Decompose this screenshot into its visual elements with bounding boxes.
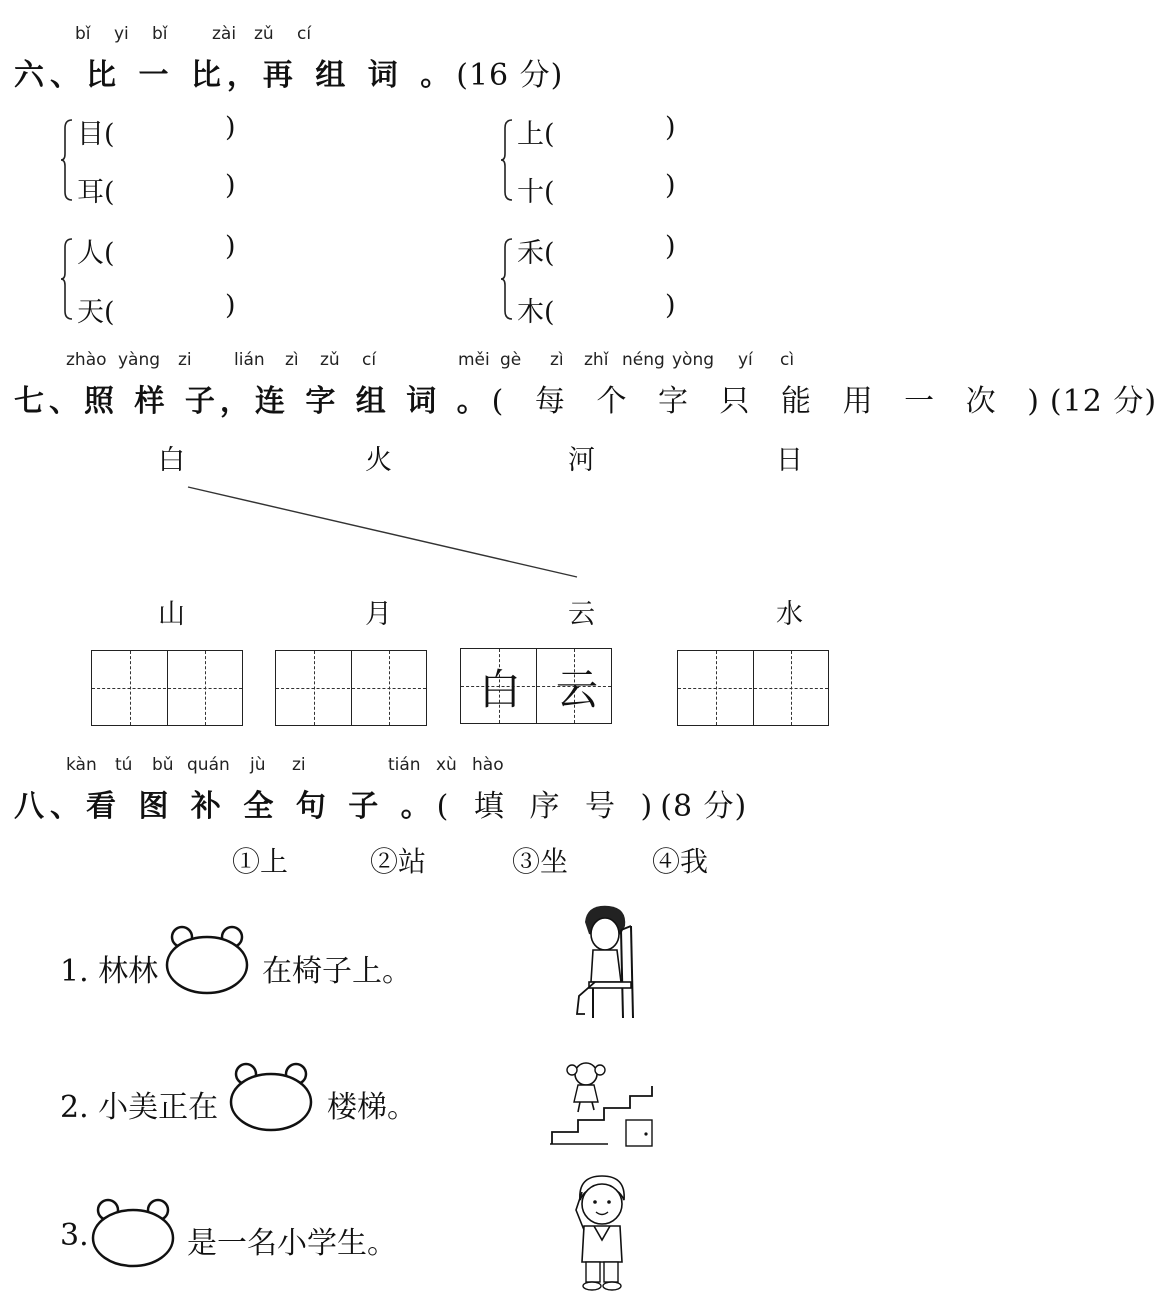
example-char: 白 bbox=[479, 665, 522, 714]
word-blank[interactable]: 十( ) bbox=[517, 170, 676, 208]
word-blank[interactable]: 目( ) bbox=[77, 112, 236, 150]
bottom-char[interactable]: 云 bbox=[568, 599, 595, 630]
pinyin: yòng bbox=[672, 350, 715, 370]
section-7-score: (12 分) bbox=[1049, 384, 1157, 419]
pinyin: néng bbox=[622, 350, 665, 370]
sentence-2-after: 楼梯。 bbox=[327, 1090, 417, 1125]
answer-bubble-icon[interactable] bbox=[90, 1198, 176, 1268]
pinyin: bǐ bbox=[152, 24, 168, 44]
pinyin: bǐ bbox=[75, 24, 91, 44]
pinyin: lián bbox=[234, 350, 265, 370]
pinyin: cí bbox=[362, 350, 377, 370]
answer-bubble-icon[interactable] bbox=[164, 925, 250, 995]
pinyin: jù bbox=[250, 755, 266, 775]
writing-grid-example bbox=[460, 648, 612, 724]
top-char[interactable]: 日 bbox=[776, 445, 803, 476]
girl-climbing-stairs-icon bbox=[548, 1058, 660, 1150]
option-2: ②站 bbox=[370, 845, 427, 878]
pinyin: zǔ bbox=[254, 24, 274, 44]
pinyin: zǔ bbox=[320, 350, 340, 370]
pinyin: zhǐ bbox=[584, 350, 609, 370]
pinyin: zhào bbox=[66, 350, 107, 370]
section-8-score: (8 分) bbox=[660, 789, 748, 824]
word-blank[interactable]: 天( ) bbox=[77, 290, 236, 328]
pinyin: tián bbox=[388, 755, 421, 775]
top-char[interactable]: 火 bbox=[365, 445, 392, 476]
pinyin: zi bbox=[292, 755, 306, 775]
word-blank[interactable]: 木( ) bbox=[517, 290, 676, 328]
bottom-char[interactable]: 水 bbox=[776, 599, 803, 630]
sentence-3-after: 是一名小学生。 bbox=[187, 1226, 397, 1261]
pinyin: quán bbox=[187, 755, 230, 775]
pinyin: tú bbox=[115, 755, 133, 775]
answer-bubble-icon[interactable] bbox=[228, 1062, 314, 1132]
pinyin: cí bbox=[297, 24, 312, 44]
top-char[interactable]: 河 bbox=[568, 445, 595, 476]
example-char: 云 bbox=[556, 665, 599, 714]
writing-grid[interactable] bbox=[91, 650, 243, 726]
section-7-title: 七、照 样 子，连 字 组 词 。 bbox=[14, 384, 492, 419]
pinyin: měi bbox=[458, 350, 490, 370]
writing-grid[interactable] bbox=[677, 650, 829, 726]
bottom-char[interactable]: 月 bbox=[365, 599, 392, 630]
example-connect-line bbox=[0, 0, 950, 620]
pinyin: yí bbox=[738, 350, 753, 370]
boy-sitting-icon bbox=[565, 900, 645, 1025]
sentence-2-before: 2. 小美正在 bbox=[60, 1090, 219, 1125]
pinyin: hào bbox=[472, 755, 504, 775]
sentence-1-after: 在椅子上。 bbox=[262, 954, 412, 989]
sentence-1-before: 1. 林林 bbox=[60, 954, 159, 989]
pinyin: kàn bbox=[66, 755, 97, 775]
option-1: ①上 bbox=[232, 845, 289, 878]
pinyin: yi bbox=[114, 24, 129, 44]
section-8-heading bbox=[14, 781, 747, 825]
section-8-title: 八、看 图 补 全 句 子 。 bbox=[14, 789, 437, 824]
word-blank[interactable]: 禾( ) bbox=[517, 231, 676, 269]
pinyin: zì bbox=[285, 350, 299, 370]
pinyin: zì bbox=[550, 350, 564, 370]
option-3: ③坐 bbox=[512, 845, 569, 878]
sentence-3-before: 3. bbox=[60, 1218, 89, 1253]
writing-grid[interactable] bbox=[275, 650, 427, 726]
section-6-score: (16 分) bbox=[456, 58, 564, 93]
pinyin: bǔ bbox=[152, 755, 174, 775]
word-blank[interactable]: 上( ) bbox=[517, 112, 676, 150]
section-8-note: ( 填 序 号 ) bbox=[436, 789, 661, 824]
word-blank[interactable]: 人( ) bbox=[77, 231, 236, 269]
pinyin: gè bbox=[500, 350, 522, 370]
top-char[interactable]: 白 bbox=[158, 445, 185, 476]
pinyin: cì bbox=[780, 350, 795, 370]
pinyin: zi bbox=[178, 350, 192, 370]
option-4: ④我 bbox=[652, 845, 709, 878]
student-saluting-icon bbox=[562, 1170, 642, 1295]
pinyin: zài bbox=[212, 24, 237, 44]
section-6-title: 六、比 一 比，再 组 词 。 bbox=[14, 58, 457, 93]
pinyin: xù bbox=[436, 755, 457, 775]
word-blank[interactable]: 耳( ) bbox=[77, 170, 236, 208]
pinyin: yàng bbox=[118, 350, 161, 370]
bottom-char[interactable]: 山 bbox=[158, 599, 185, 630]
section-7-note: ( 每 个 字 只 能 用 一 次 ) bbox=[491, 384, 1050, 419]
